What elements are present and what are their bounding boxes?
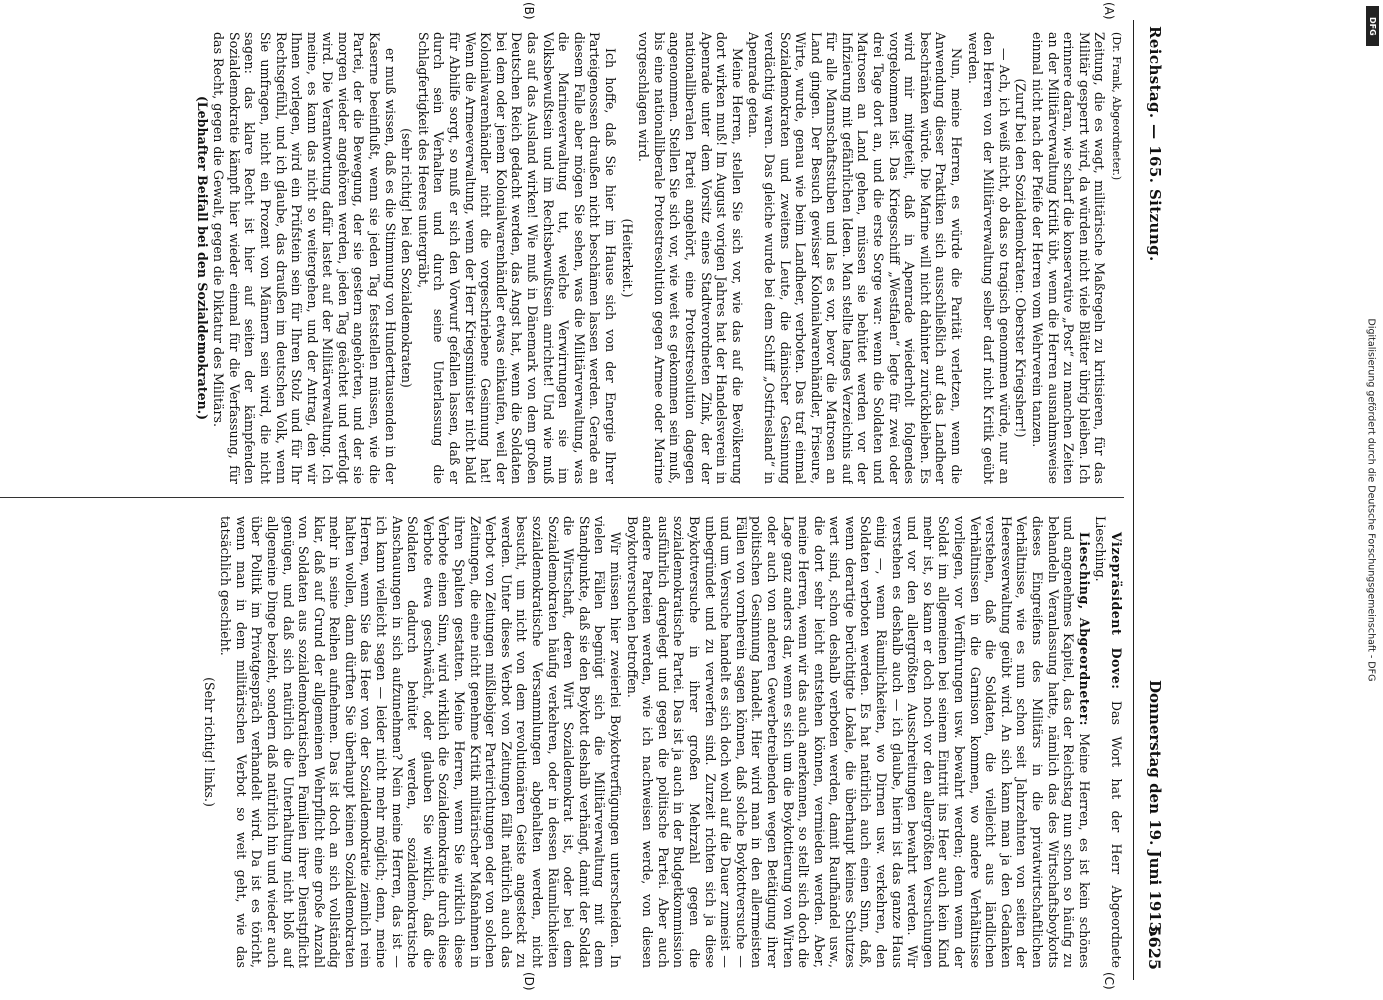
paragraph: Meine Herren, stellen Sie sich vor, wie das auf die Bevölkerung dort wirken muß! Im August vorigen Jahres hat der Handelsverein in Apenrade unter dem Vorsitz eines Stadtverordneten Zink, der der nationalliberalen Partei angehört, eine Protestresolution dagegen angenommen. Stellen Sie sich vor, wie weit es gekommen sein muß, bis eine nationalliberale Protestresolution gegen Armee oder Marine vorgeschlagen wird. (636, 32, 745, 484)
header-center: Donnerstag den 19. Juni 1913. (1146, 680, 1164, 938)
paragraph: Nun, meine Herren, es würde die Parität verletzen, wenn die Anwendung dieser Praktiken sich ausschließlich auf das Landheer beschränken würde. Die Marine will nicht dahinter zurückbleiben. Es wird mir mitgeteilt, daß in Apenrade wiederholt folgendes vorgekommen ist. Das Kriegsschiff „Westfalen“ legte für zwei oder drei Tage dort an, und die erste Sorge war: wenn die Soldaten und Matrosen an Land gehen, müssen sie behütet werden vor der Infizierung mit gefährlichen Ideen. Man stellte langes Verzeichnis auf für alle Mannschaftsstuben und las es vor, bevor die Matrosen an Land gingen. Der Besuch gewisser Kolonialwarenhändler, Friseure, Wirte, wurde, genau wie beim Landheer, verboten. Das traf einmal Sozialdemokraten und zweitens Leute, die dänischer Gesinnung verdächtig waren. Das gleiche wurde bei dem Schiff „Ostfriesland“ in Apenrade getan. (746, 32, 965, 484)
column-rule (0, 497, 1124, 498)
paragraph: Meine Herren, es ist kein schönes und angenehmes Kapitel, das der Reichstag nun schon so häufig zu behandeln Veranlassung hatte, nämlich das des Wirtschaftsboykotts dieses Eingreifens des Militärs in die privatwirtschaftlichen Verhältnisse, wie es nun schon seit Jahrzehnten von seiten der Heeresverwaltung geübt wird. An sich kann man ja den Gedanken verstehen, daß die Soldaten, die vielleicht aus ländlichen Verhältnissen in die Garnison kommen, wo andere Verhältnisse vorliegen, vor Verführungen usw. bewahrt werden; denn wenn der Soldat im allgemeinen bei seinem Eintritt ins Heer auch kein Kind mehr ist, so kann er doch noch vor den allergrößten Versuchungen und vor den allergrößten Ausschreitungen bewahrt werden. Wir verstehen es deshalb auch — ich glaube, hierin ist das ganze Haus einig —, wenn Räumlichkeiten, wo Dirnen usw. verkehren, den Soldaten verboten werden. Es hat natürlich auch einen Sinn, daß, wenn derartige berüchtigte Lokale, die überhaupt keines Schutzes wert sind, schon deshalb verboten werden, damit Raufhändel usw., die dort sehr leicht entstehen können, vermieden werden. Aber, meine Herren, wenn wir das auch anerkennen, so stellt sich doch die Lage ganz anders dar, wenn es sich um die Boykottierung von Wirten oder auch von anderen Gewerbetreibenden wegen Betätigung ihrer politischen Gesinnung handelt. Hier wird man in den allermeisten Fällen von vornherein sagen können, daß solche Boykottversuche — und um Versuche handelt es sich doch wohl auf die Dauer zumeist — unbegründet und zu verwerfen sind. Zurzeit richten sich ja diese Boykottversuche in ihrer großen Mehrzahl gegen die sozialdemokratische Partei. Das ist ja auch in der Budgetkommission ausführlich dargelegt und gegen die politische Partei. Aber auch andere Parteien werden, wie ich nachweisen werde, von diesen Boykottversuchen betroffen. (624, 516, 1092, 968)
interjection: (Heiterkeit.) (619, 218, 635, 298)
rotated-page (0, 2, 1176, 991)
margin-mark-a: (A) (1102, 2, 1116, 20)
page-number: 5625 (1145, 925, 1164, 970)
dfg-logo: DFG (1366, 6, 1379, 46)
interjection: (sehr richtig! bei den Sozialdemokraten) (399, 128, 415, 388)
paragraph: Ich hoffe, daß Sie hier im Hause sich von der Energie Ihrer Parteigenossen draußen nicht beschämen lassen werden. Gerade an diesem Falle aber mögen Sie sehen, was die Militärverwaltung, was die Marineverwaltung tut, welche Verwirrungen sie im Volksbewußtsein und im Rechtsbewußtsein anrichtet! Und wie muß das auf das Ausland wirken! Wie muß in Dänemark von dem großen Deutschen Reich gedacht werden, das Angst hat, wenn die Soldaten bei dem oder jenem Kolonialwarenhändler etwas einkaufen, weil der Kolonialwarenhändler nicht die vorgeschriebene Gesinnung hat! Wenn die Armeeverwaltung, wenn der Herr Kriegsminister nicht bald für Abhilfe sorgt, so muß er sich den Vorwurf gefallen lassen, daß er durch sein Verhalten und durch seine Unterlassung die Schlagfertigkeit des Heeres untergräbt, (415, 32, 618, 484)
margin-mark-c: (C) (1102, 972, 1116, 990)
right-column (0, 516, 1124, 968)
president-text: Das Wort hat der Herr Abgeordnete Liesching. (1093, 516, 1124, 968)
paragraph: er muß wissen, daß es die Stimmung von Hunderttausenden in der Kaserne beeinflußt, wenn sie jeden Tag feststellen müssen, wie die Partei, der die Bewegung, der sie gestern angehörten, und der sie morgen wieder angehören werden, jeden Tag geächtet und verfolgt wird. Die Verantwortung dafür lastet auf der Militärverwaltung. Ich meine, es kann das nicht so weitergehen, und der Antrag, den wir Ihnen vorlegen, wird ein Prüfstein sein für Ihren Stolz und für Ihr Rechtsgefühl, und ich glaube, das draußen im deutschen Volk, wenn Sie umfragen, nicht ein Prozent von Männern sein wird, die nicht sagen: das klare Recht ist hier auf seiten der kämpfenden Sozialdemokratie kämpft hier wieder einmal für die Verfassung, für das Recht, gegen die Gewalt, gegen die Diktatur des Militärs. (211, 32, 398, 484)
paragraph: Zeitung, die es wagt, militärische Maßregeln zu kritisieren, für das Militär gesperrt wird, da würden nicht viele Blätter übrig bleiben. Ich erinnere daran, wie scharf die konservative „Post“ zu manchen Zeiten an der Militärverwaltung Kritik übt, wenn die Herren ausnahmsweise einmal nicht nach der Pfeife der Herren vom Wehrverein tanzen. (1030, 32, 1108, 484)
digitization-notice: Digitalisierung gefördert durch die Deutsche Forschungsgemeinschaft - DFG (1365, 318, 1377, 682)
president-speaker: Vizepräsident Dove: (1109, 532, 1124, 690)
interjection: (Zuruf bei den Sozialdemokraten: Oberster Kriegsherr!) (1013, 78, 1029, 438)
margin-mark-b: (B) (522, 2, 536, 20)
header-rule (1133, 20, 1134, 980)
margin-mark-d: (D) (522, 972, 536, 991)
speaker-note: (Dr. Frank, Abgeordneter.) (1110, 32, 1123, 181)
applause: (Sehr richtig! links.) (201, 677, 217, 807)
speaker-name: Liesching, Abgeordneter: (1076, 532, 1092, 726)
paragraph: — Ach, ich weiß nicht, ob das so tragisch genommen würde, nur an den Herren von der Militärverwaltung selber darf nicht Kritik geübt werden. (965, 32, 1012, 484)
paragraph: Wir müssen hier zweierlei Boykottverfügungen unterscheiden. In vielen Fällen begnügt sich die Militärverwaltung mit dem Standpunkte, daß sie den Boykott deshalb verhängt, damit der Soldat die Wirtschaft, deren Wirt Sozialdemokrat ist, oder bei dem Sozialdemokraten häufig verkehren, oder in dessen Räumlichkeiten sozialdemokratische Versammlungen abgehalten werden, nicht besucht, um nicht von dem revolutionären Geiste angesteckt zu werden. Unter dieses Verbot von Zeitungen fällt natürlich auch das Verbot von Zeitungen mißliebiger Parteirichtungen oder von solchen Zeitungen, die eine nicht genehme Kritik militärischer Maßnahmen in ihren Spalten gestatten. Meine Herren, wenn Sie wirklich diese Verbote einen Sinn, wird wirklich die Sozialdemokratie durch diese Verbote etwa geschwächt, oder glauben Sie wirklich, daß die Soldaten dadurch behütet werden, sozialdemokratische Anschauungen in sich aufzunehmen? Nein meine Herren, das ist — ich kann vielleicht sagen — leider nicht mehr möglich; denn, meine Herren, wenn Sie das Heer von der Sozialdemokratie ziemlich rein halten wollen, dann dürften Sie überhaupt keinen Sozialdemokraten mehr in seine Reihen aufnehmen. Das ist doch an sich vollständig klar, daß auf Grund der allgemeinen Wehrpflicht eine große Anzahl von Soldaten aus sozialdemokratischen Familien ihrer Dienstpflicht genügen, und daß sich natürlich die Unterhaltung nicht bloß auf allgemeine Dinge bezieht, sondern daß natürlich hin und wieder auch über Politik im Privatgespräch verhandelt wird. Da ist es töricht, wenn man in dem militärischen Verbot so weit geht, wie das tatsächlich geschieht. (218, 516, 623, 968)
applause: (Lebhafter Beifall bei den Sozialdemokraten.) (194, 95, 210, 421)
header-left: Reichstag. — 165. Sitzung. (1146, 26, 1164, 262)
left-column (0, 32, 1124, 484)
running-head (1134, 20, 1176, 980)
